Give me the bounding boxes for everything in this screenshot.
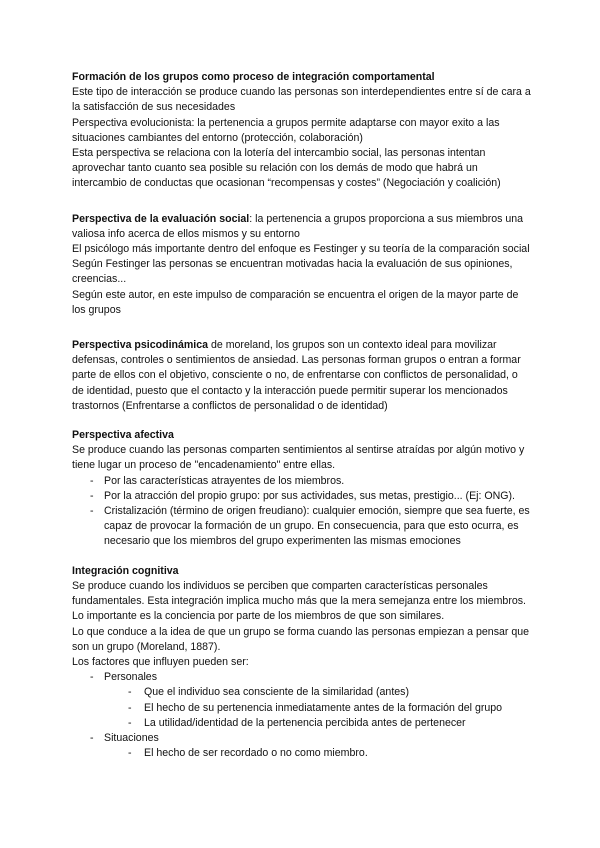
section-integracion-comportamental <box>72 70 532 192</box>
list-item: - Personales - Que el individuo sea consciente de la similaridad (antes) - El hecho de su pertenencia inmediatamente antes de la formación del grupo - La utilidad/identidad de la pertenencia percibida antes de pertenecer <box>72 670 532 731</box>
bullet-list <box>72 474 532 550</box>
paragraph: Según este autor, en este impulso de comparación se encuentra el origen de la mayor parte de los grupos <box>72 288 519 316</box>
list-item: - El hecho de ser recordado o no como miembro. <box>104 746 532 761</box>
list-item: - La utilidad/identidad de la pertenencia percibida antes de pertenecer <box>104 716 532 731</box>
paragraph: Esta perspectiva se relaciona con la lotería del intercambio social, las personas intentan aprovechar tanto cuanto sea posible su relación con los demás de modo que habrá un intercambio de conductas que ocasionan “recompensas y costes” (Negociación y coalición) <box>72 147 501 190</box>
paragraph: Se produce cuando los individuos se perciben que comparten características personales fundamentales. Esta integración implica mucho más que la mera semejanza entre los miembros. Lo importante es la conciencia por parte de los miembros de que son similares. <box>72 579 526 623</box>
list-item: - Cristalización (término de origen freudiano): cualquier emoción, siempre que sea fuerte, es capaz de provocar la formación de un grupo. En consecuencia, para que esto ocurra, es necesario que los miembros del grupo experimenten las mismas emociones <box>72 504 532 550</box>
paragraph: Perspectiva de la evaluación social: la pertenencia a grupos proporciona a sus miembros una valiosa info acerca de ellos mismos y su entorno <box>72 212 524 240</box>
section-title: Formación de los grupos como proceso de integración comportamental <box>72 71 435 83</box>
paragraph: Según Festinger las personas se encuentran motivadas hacia la evaluación de sus opiniones, creencias... <box>72 258 513 286</box>
inline-heading: Perspectiva psicodinámica <box>72 339 209 352</box>
paragraph: Se produce cuando las personas comparten sentimientos al sentirse atraídas por algún motivo y tiene lugar un proceso de "encadenamiento" entre ellas. <box>72 444 525 472</box>
list-item: - Por las características atrayentes de los miembros. <box>72 474 532 489</box>
section-title: Integración cognitiva <box>72 564 179 577</box>
paragraph: Los factores que influyen pueden ser: <box>72 655 249 668</box>
list-item: - El hecho de su pertenencia inmediatamente antes de la formación del grupo <box>104 701 532 716</box>
paragraph: Perspectiva evolucionista: la pertenencia a grupos permite adaptarse con mayor exito a las situaciones cambiantes del entorno (protección, colaboración) <box>72 116 500 144</box>
section-evaluacion-social <box>72 212 532 318</box>
bullet-list <box>72 670 532 761</box>
nested-bullet-list <box>104 685 532 731</box>
section-title: Perspectiva afectiva <box>72 429 174 442</box>
nested-bullet-list <box>104 746 532 761</box>
section-psicodinamica <box>72 338 532 414</box>
list-item: - Por la atracción del propio grupo: por sus actividades, sus metas, prestigio... (Ej: ONG). <box>72 489 532 504</box>
section-afectiva <box>72 428 532 550</box>
inline-heading: Perspectiva de la evaluación social <box>72 212 250 225</box>
paragraph: Perspectiva psicodinámica de moreland, los grupos son un contexto ideal para movilizar defensas, controles o sentimientos de ansiedad. Las personas forman grupos o entran a formar parte de ellos con el objetivo, consciente o no, de enfrentarse con conflictos de personalidad, o de identidad, puesto que el contacto y la interacción puede permitir superar los mencionados trastornos (Enfrentarse a conflictos de personalidad o de identidad) <box>72 339 521 412</box>
paragraph: Este tipo de interacción se produce cuando las personas son interdependientes entre sí de cara a la satisfacción de sus necesidades <box>72 86 531 114</box>
list-item: - Situaciones - El hecho de ser recordado o no como miembro. <box>72 731 532 761</box>
list-item: - Que el individuo sea consciente de la similaridad (antes) <box>104 685 532 700</box>
paragraph: El psicólogo más importante dentro del enfoque es Festinger y su teoría de la comparación social <box>72 243 530 256</box>
paragraph: Lo que conduce a la idea de que un grupo se forma cuando las personas empiezan a pensar que son un grupo (Moreland, 1887). <box>72 625 530 653</box>
document-page <box>72 70 532 761</box>
section-integracion-cognitiva <box>72 564 532 762</box>
